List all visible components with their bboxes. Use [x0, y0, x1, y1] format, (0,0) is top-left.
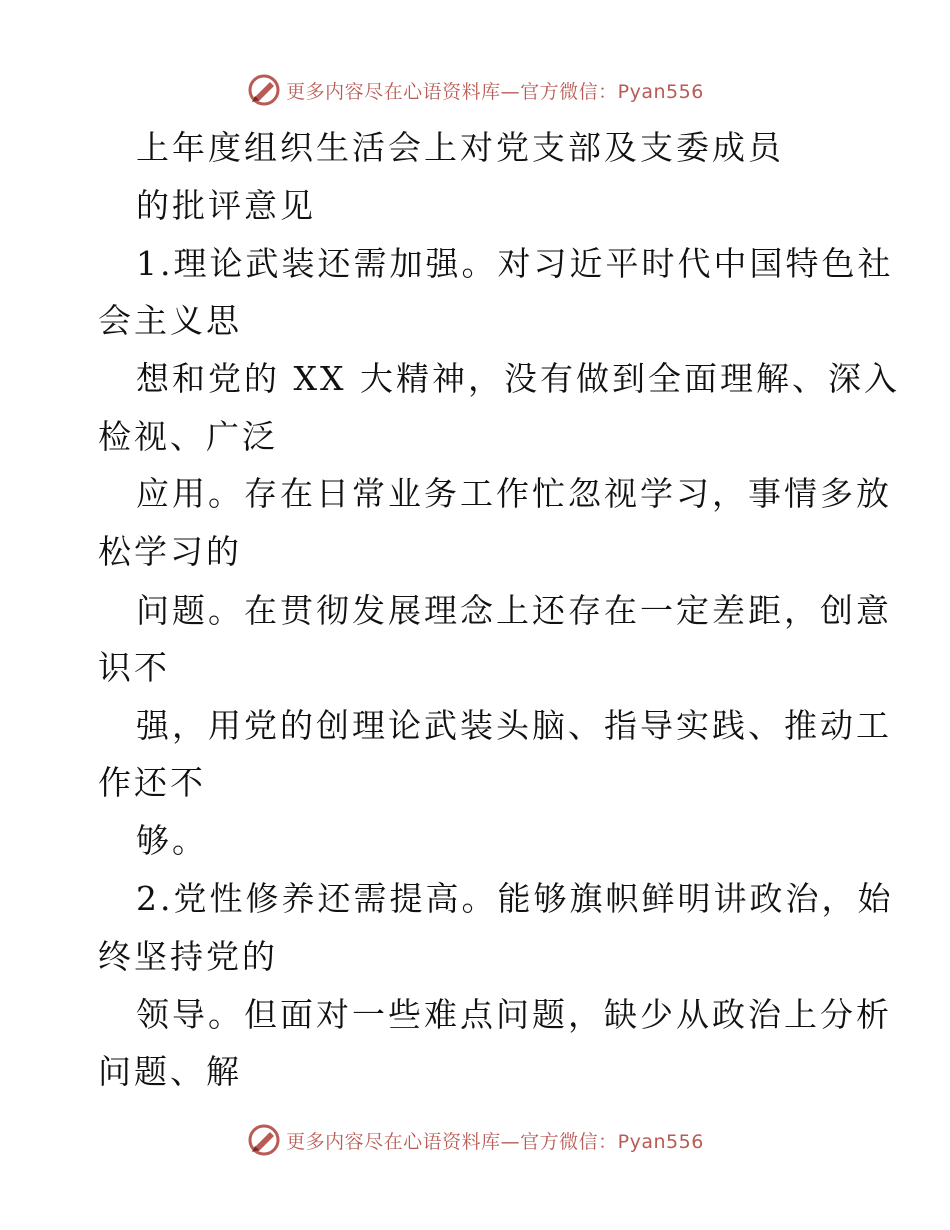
text-line: 2.党性修养还需提高。能够旗帜鲜明讲政治，始	[136, 879, 894, 918]
footer-watermark	[0, 1120, 950, 1160]
text-line: 松学习的	[98, 532, 242, 571]
text-line: 想和党的 XX 大精神，没有做到全面理解、深入	[136, 359, 900, 398]
text-line: 检视、广泛	[98, 417, 278, 456]
text-line: 作还不	[98, 763, 206, 802]
text-line: 领导。但面对一些难点问题，缺少从政治上分析	[136, 995, 892, 1034]
text-line: 1.理论武装还需加强。对习近平时代中国特色社	[136, 244, 894, 283]
pen-logo-icon	[246, 72, 282, 108]
pen-logo-icon	[246, 1122, 282, 1158]
text-line: 会主义思	[98, 301, 242, 340]
title-line-1: 上年度组织生活会上对党支部及支委成员	[136, 128, 784, 167]
text-line: 够。	[136, 821, 208, 860]
text-line: 终坚持党的	[98, 937, 278, 976]
watermark-text: 更多内容尽在心语资料库—官方微信：Pyan556	[286, 1130, 704, 1153]
text-line: 问题、解	[98, 1052, 242, 1091]
text-line: 问题。在贯彻发展理念上还存在一定差距，创意	[136, 591, 892, 630]
text-line: 应用。存在日常业务工作忙忽视学习，事情多放	[136, 474, 892, 513]
text-line: 识不	[98, 648, 170, 687]
header-watermark	[0, 70, 950, 110]
watermark-text: 更多内容尽在心语资料库—官方微信：Pyan556	[286, 80, 704, 103]
text-line: 强，用党的创理论武装头脑、指导实践、推动工	[136, 706, 892, 745]
title-line-2: 的批评意见	[136, 186, 316, 225]
